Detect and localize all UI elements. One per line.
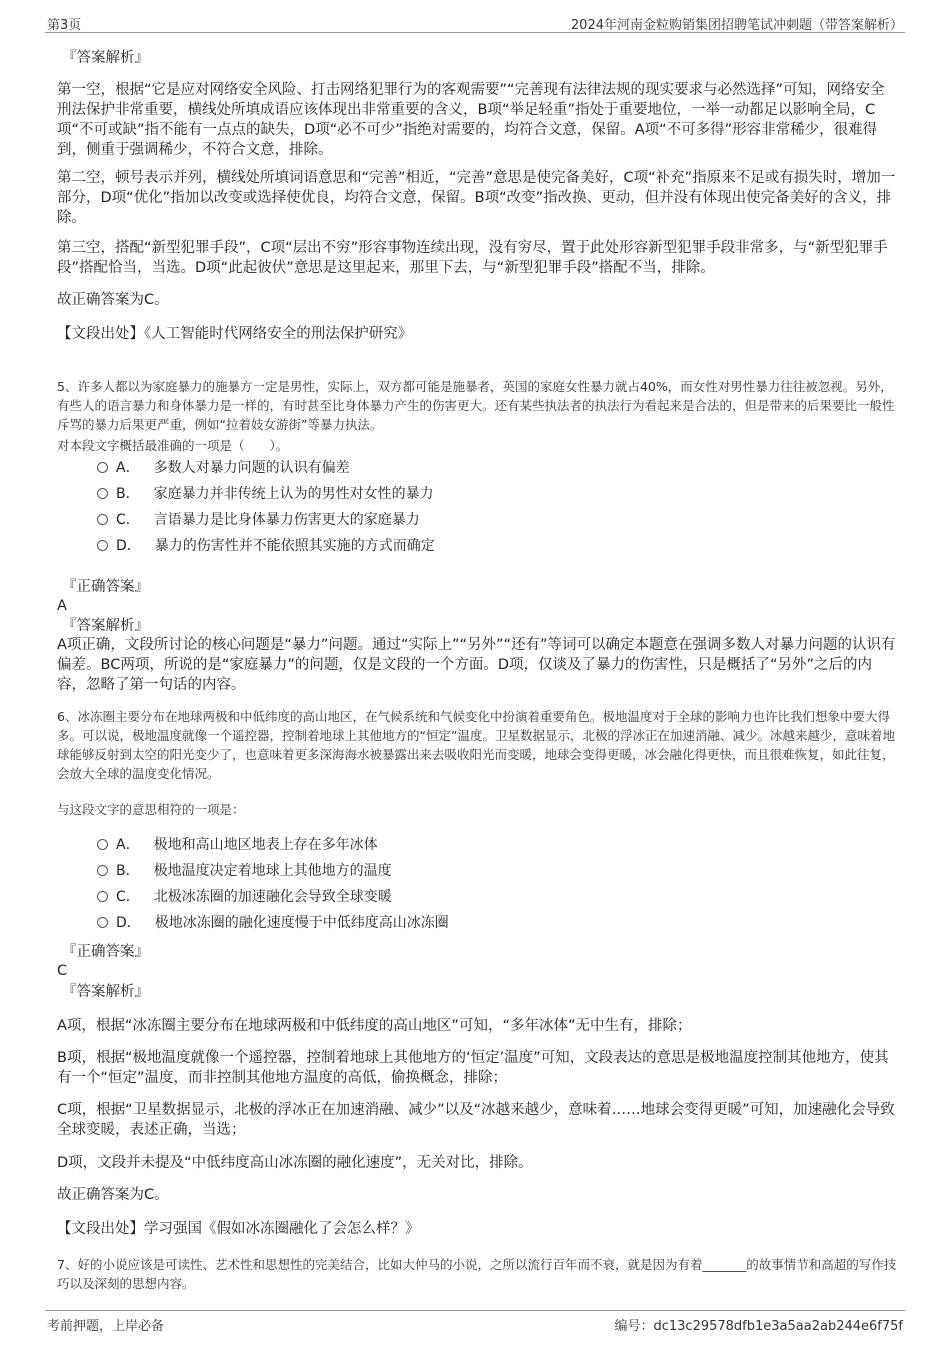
analysis-option-b: B项，根据“极地温度就像一个遥控器，控制着地球上其他地方的‘恒定’温度”可知，文段表达的意思是极地温度控制其他地方，使其有一个“恒定”温度，而非控制其他地方温度的高低，偷换概念，排除； [57,1050,889,1086]
radio-icon[interactable] [97,488,108,499]
radio-icon[interactable] [97,540,108,551]
question-5-option-b[interactable]: B． 家庭暴力并非传统上认为的男性对女性的暴力 [97,484,434,504]
source-citation: 【文段出处】《人工智能时代网络安全的刑法保护研究》 [57,326,413,342]
conclusion: 故正确答案为C。 [57,292,169,308]
analysis-paragraph-2: 第二空，顿号表示并列，横线处所填词语意思和“完善”相近，“完善”意思是使完备美好，C项“补充”指原来不足或有损失时，增加一部分，D项“优化”指加以改变或选择使优良，均符合文意，保留。B项“改变”指改换、更动，但并没有体现出使完备美好的含义，排除。 [57,170,896,226]
question-5-stem: 5、许多人都以为家庭暴力的施暴方一定是男性，实际上，双方都可能是施暴者，英国的家庭女性暴力就占40%，而女性对男性暴力往往被忽视。另外，有些人的语言暴力和身体暴力是一样的，有时甚至比身体暴力产生的伤害更大。还有某些执法者的执法行为看起来是合法的，但是带来的后果要比一般性斥骂的暴力后果更严重，例如“拉着妓女游街”等暴力执法。 [57,379,895,432]
question-6-option-d[interactable]: D． 极地冰冻圈的融化速度慢于中低纬度高山冰冻圈 [97,913,449,933]
page-number: 第3页 [47,18,82,33]
radio-icon[interactable] [97,839,108,850]
radio-icon[interactable] [97,514,108,525]
answer-label: 『正确答案』 [62,579,149,595]
analysis-text: A项正确，文段所讨论的核心问题是“暴力”问题。通过“实际上”“另外”“还有”等词可以确定本题意在强调多数人对暴力问题的认识有偏差。BC两项，所说的是“家庭暴力”的问题，仅是文段的一个方面。D项，仅谈及了暴力的伤害性，只是概括了“另外”之后的内容，忽略了第一句话的内容。 [57,637,896,693]
analysis-option-a: A项，根据“冰冻圈主要分布在地球两极和中低纬度的高山地区”可知，“多年冰体”无中生有，排除； [57,1018,692,1034]
question-6-option-b[interactable]: B． 极地温度决定着地球上其他地方的温度 [97,861,392,881]
footer-slogan: 考前押题，上岸必备 [47,1319,165,1334]
analysis-label: 『答案解析』 [62,50,149,66]
answer-label: 『正确答案』 [62,944,149,960]
question-5-option-c[interactable]: C． 言语暴力是比身体暴力伤害更大的家庭暴力 [97,510,420,530]
question-6-option-c[interactable]: C． 北极冰冻圈的加速融化会导致全球变暖 [97,887,392,907]
source-citation: 【文段出处】学习强国《假如冰冻圈融化了会怎么样？》 [57,1221,420,1237]
correct-answer: C [57,963,68,979]
question-5-option-a[interactable]: A． 多数人对暴力问题的认识有偏差 [97,458,350,478]
analysis-label: 『答案解析』 [62,984,149,1000]
question-6-stem: 6、冰冻圈主要分布在地球两极和中低纬度的高山地区，在气候系统和气候变化中扮演着重要角色。极地温度对于全球的影响力也许比我们想象中要大得多。可以说，极地温度就像一个遥控器，控制着地球上其他地方的“恒定”温度。卫星数据显示，北极的浮冰正在加速消融、减少。冰越来越少，意味着地球能够反射到太空的阳光变少了，也意味着更多深海海水被暴露出来去吸收阳光而变暖，地球会变得更暖，冰会融化得更快，而且很难恢复，如此往复，会放大全球的温度变化情况。 [57,709,895,781]
radio-icon[interactable] [97,917,108,928]
analysis-paragraph-3: 第三空，搭配“新型犯罪手段”，C项“层出不穷”形容事物连续出现，没有穷尽，置于此处形容新型犯罪手段非常多，与“新型犯罪手段”搭配恰当，当选。D项“此起彼伏”意思是这里起来，那里下去，与“新型犯罪手段”搭配不当，排除。 [57,240,888,276]
analysis-label: 『答案解析』 [62,618,149,634]
page-footer [45,1310,905,1333]
analysis-option-d: D项，文段并未提及“中低纬度高山冰冻圈的融化速度”，无关对比，排除。 [57,1155,533,1171]
analysis-paragraph-1: 第一空，根据“它是应对网络安全风险、打击网络犯罪行为的客观需要”“完善现有法律法规的现实要求与必然选择”可知，网络安全刑法保护非常重要，横线处所填成语应该体现出非常重要的含义，B项“举足轻重”指处于重要地位，一举一动都足以影响全局，C项“不可或缺”指不能有一点点的缺失，D项“必不可少”指绝对需要的，均符合文意，保留。A项“不可多得”形容非常稀少，很难得到，侧重于强调稀少，不符合文意，排除。 [57,82,885,158]
radio-icon[interactable] [97,462,108,473]
radio-icon[interactable] [97,865,108,876]
question-5-prompt: 对本段文字概括最准确的一项是（ ）。 [57,438,289,453]
conclusion: 故正确答案为C。 [57,1187,169,1203]
radio-icon[interactable] [97,891,108,902]
question-7-stem: 7、好的小说应该是可读性、艺术性和思想性的完美结合，比如大仲马的小说，之所以流行百年而不衰，就是因为有着_______的故事情节和高超的写作技巧以及深刻的思想内容。 [57,1257,897,1291]
question-5-option-d[interactable]: D． 暴力的伤害性并不能依照其实施的方式而确定 [97,536,435,556]
question-6-option-a[interactable]: A． 极地和高山地区地表上存在多年冰体 [97,835,378,855]
correct-answer: A [57,598,67,614]
analysis-option-c: C项，根据“卫星数据显示，北极的浮冰正在加速消融、减少”以及“冰越来越少，意味着……地球会变得更暖”可知，加速融化会导致全球变暖，表述正确，当选； [57,1102,895,1138]
page-header [45,12,905,33]
question-6-prompt: 与这段文字的意思相符的一项是： [57,802,245,817]
document-title: 2024年河南金粒购销集团招聘笔试冲刺题（带答案解析） [570,18,903,33]
document-id: 编号：dc13c29578dfb1e3a5aa2ab244e6f75f [614,1319,903,1334]
